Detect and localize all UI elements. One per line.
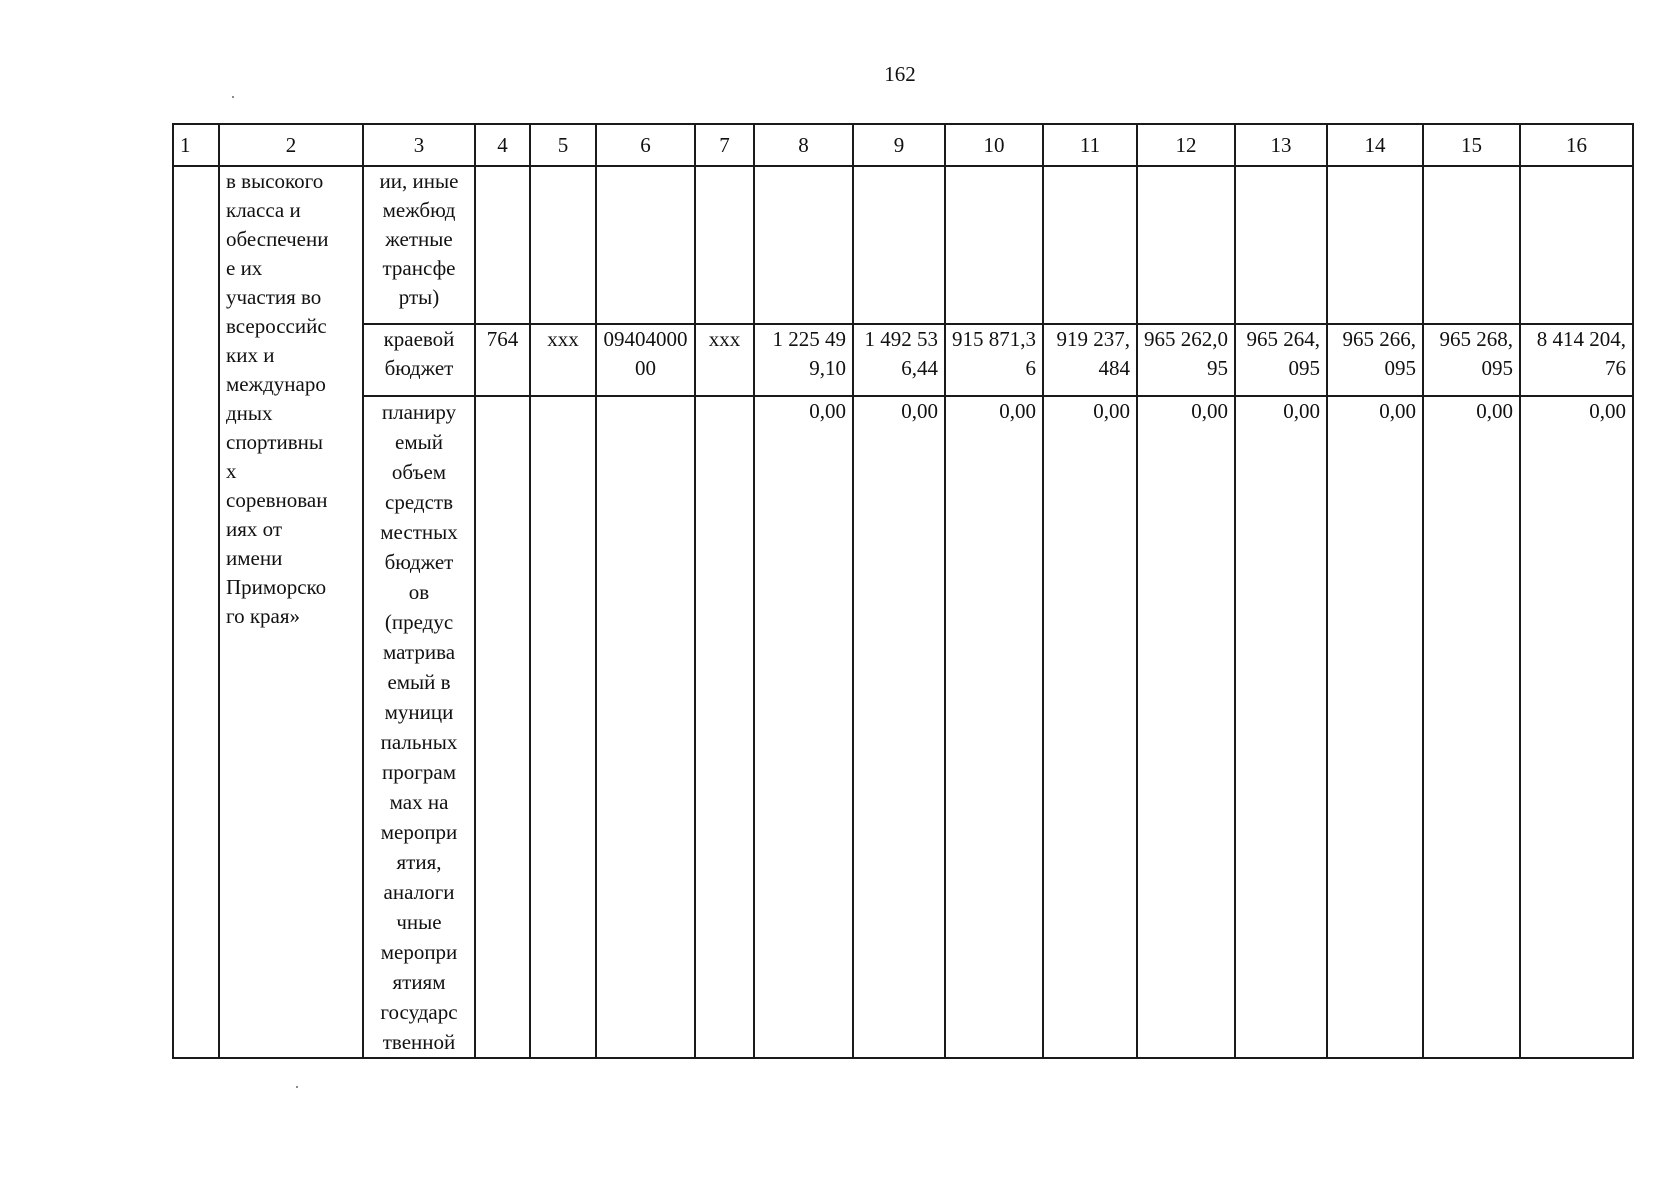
text-line: е их (226, 256, 263, 280)
text-line: бюджет (384, 356, 454, 380)
row-number-cell (173, 166, 219, 1058)
col-header-14: 14 (1327, 124, 1423, 166)
text-line: програм (382, 760, 456, 784)
col-header-9: 9 (853, 124, 945, 166)
text-line: иях от (226, 517, 283, 541)
text-line: в высокого (226, 169, 324, 193)
local-value-col15: 0,00 (1423, 396, 1520, 1058)
text-line: Приморско (226, 575, 327, 599)
text-line: бюджет (384, 550, 454, 574)
text-line: трансфе (382, 256, 456, 280)
text-line: чные (396, 910, 442, 934)
local-value-col12: 0,00 (1137, 396, 1235, 1058)
scan-speck (232, 96, 234, 98)
local-value-col14: 0,00 (1327, 396, 1423, 1058)
text-line: рты) (398, 285, 440, 309)
text-line: спортивны (226, 430, 323, 454)
text-line: местных (380, 520, 458, 544)
local-budgets-source-text (370, 397, 468, 1057)
regional-value-col12: 965 262,095 (1137, 324, 1235, 396)
text-line: ов (408, 580, 430, 604)
local-value-col9: 0,00 (853, 396, 945, 1058)
regional-value-col15: 965 268,095 (1423, 324, 1520, 396)
col-header-3: 3 (363, 124, 475, 166)
measure-description-text (226, 167, 356, 631)
text-line: емый в (387, 670, 451, 694)
text-line: твенной (382, 1030, 456, 1054)
col-header-12: 12 (1137, 124, 1235, 166)
local-value-col13: 0,00 (1235, 396, 1327, 1058)
text-line: класса и (226, 198, 301, 222)
col-header-6: 6 (596, 124, 695, 166)
scan-speck (296, 1086, 298, 1088)
text-line: х (226, 459, 237, 483)
text-line: средств (385, 490, 453, 514)
col-header-4: 4 (475, 124, 530, 166)
regional-budget-row (173, 324, 1633, 396)
text-line: пальных (380, 730, 458, 754)
col-header-16: 16 (1520, 124, 1633, 166)
text-line: участия во (226, 285, 322, 309)
col-header-7: 7 (695, 124, 754, 166)
text-line: дных (226, 401, 273, 425)
transfers-source-text (370, 167, 468, 312)
regional-value-col14: 965 266,095 (1327, 324, 1423, 396)
section-code-cell: ххх (530, 324, 596, 396)
col-header-2: 2 (219, 124, 363, 166)
text-line: обеспечени (226, 227, 329, 251)
regional-value-col10: 915 871,36 (945, 324, 1043, 396)
regional-budget-source-text (370, 325, 468, 383)
local-value-col16: 0,00 (1520, 396, 1633, 1058)
text-line: соревнован (226, 488, 328, 512)
text-line: меропри (380, 820, 458, 844)
expense-type-code-cell: ххх (695, 324, 754, 396)
text-line: муници (384, 700, 454, 724)
text-line: всероссийс (226, 314, 327, 338)
text-line: меропри (380, 940, 458, 964)
column-number-row (173, 124, 1633, 166)
col-header-15: 15 (1423, 124, 1520, 166)
regional-value-col8: 1 225 499,10 (754, 324, 853, 396)
local-value-col10: 0,00 (945, 396, 1043, 1058)
text-line: жетные (385, 227, 453, 251)
text-line: мах на (389, 790, 449, 814)
text-line: ии, иные (379, 169, 459, 193)
text-line: межбюд (382, 198, 456, 222)
target-item-code-cell: 0940400000 (596, 324, 695, 396)
admin-code-cell: 764 (475, 324, 530, 396)
transfers-tail-row (173, 166, 1633, 324)
regional-value-col16: 8 414 204,76 (1520, 324, 1633, 396)
budget-table (172, 123, 1634, 1059)
text-line: ятиям (392, 970, 446, 994)
local-budgets-row (173, 396, 1633, 1058)
text-line: ятия, (396, 850, 442, 874)
text-line: имени (226, 546, 283, 570)
col-header-10: 10 (945, 124, 1043, 166)
col-header-13: 13 (1235, 124, 1327, 166)
col-header-5: 5 (530, 124, 596, 166)
text-line: междунаро (226, 372, 326, 396)
col-header-11: 11 (1043, 124, 1137, 166)
regional-value-col11: 919 237,484 (1043, 324, 1137, 396)
regional-budget-source-cell (363, 324, 475, 396)
local-value-col8: 0,00 (754, 396, 853, 1058)
col-header-8: 8 (754, 124, 853, 166)
text-line: планиру (381, 400, 457, 424)
measure-description-cell (219, 166, 363, 1058)
text-line: емый (395, 430, 443, 454)
regional-value-col13: 965 264,095 (1235, 324, 1327, 396)
text-line: ких и (226, 343, 275, 367)
local-value-col11: 0,00 (1043, 396, 1137, 1058)
page-number: 162 (884, 62, 916, 86)
text-line: аналоги (383, 880, 455, 904)
regional-value-col9: 1 492 536,44 (853, 324, 945, 396)
text-line: государс (380, 1000, 458, 1024)
local-budgets-source-cell (363, 396, 475, 1058)
text-line: объем (391, 460, 447, 484)
text-line: матрива (382, 640, 456, 664)
col-header-1: 1 (173, 124, 219, 166)
text-line: го края» (226, 604, 301, 628)
text-line: (предус (384, 610, 454, 634)
text-line: краевой (383, 327, 455, 351)
transfers-source-cell (363, 166, 475, 324)
